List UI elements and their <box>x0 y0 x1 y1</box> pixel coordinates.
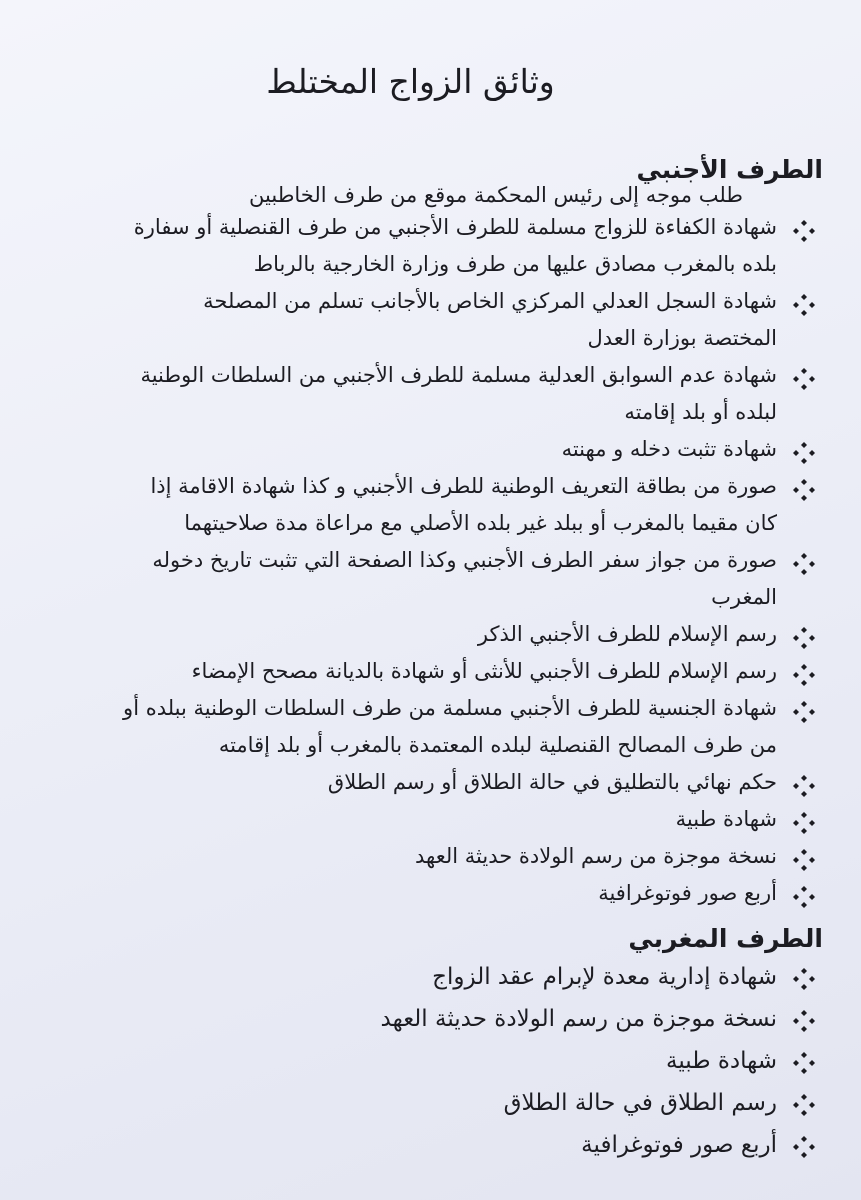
list-item-text: شهادة إدارية معدة لإبرام عقد الزواج <box>432 964 777 990</box>
list-item-text: شهادة طبية <box>665 1048 777 1074</box>
foreign-party-list <box>18 209 823 912</box>
diamond-bullet-icon <box>793 968 815 990</box>
list-item-text: شهادة الجنسية للطرف الأجنبي مسلمة من طرف السلطات الوطنية ببلده أو <box>123 696 777 720</box>
foreign-party-heading: الطرف الأجنبي <box>636 155 823 184</box>
list-item <box>18 468 823 542</box>
list-item-text: شهادة طبية <box>675 807 777 831</box>
list-item <box>18 1082 823 1124</box>
diamond-bullet-icon <box>793 1010 815 1032</box>
moroccan-party-section <box>18 922 823 1166</box>
diamond-bullet-icon <box>793 553 815 575</box>
diamond-bullet-icon <box>793 479 815 501</box>
diamond-bullet-icon <box>793 627 815 649</box>
list-item-text: شهادة السجل العدلي المركزي الخاص بالأجانب تسلم من المصلحة <box>203 289 777 313</box>
diamond-bullet-icon <box>793 812 815 834</box>
list-item-continuation: المختصة بوزارة العدل <box>587 326 777 350</box>
list-item-text: رسم الإسلام للطرف الأجنبي للأنثى أو شهادة بالديانة مصحح الإمضاء <box>191 659 777 683</box>
diamond-bullet-icon <box>793 1052 815 1074</box>
list-item <box>18 653 823 690</box>
page-title: وثائق الزواج المختلط <box>266 62 555 101</box>
list-item-text: صورة من بطاقة التعريف الوطنية للطرف الأجنبي و كذا شهادة الاقامة إذا <box>150 474 777 498</box>
list-item-text: رسم الإسلام للطرف الأجنبي الذكر <box>477 622 777 646</box>
list-item <box>18 209 823 283</box>
list-item-text: أربع صور فوتوغرافية <box>581 1132 777 1158</box>
list-item <box>18 616 823 653</box>
list-item-text: رسم الطلاق في حالة الطلاق <box>503 1090 777 1116</box>
list-item <box>18 1040 823 1082</box>
diamond-bullet-icon <box>793 1136 815 1158</box>
list-item-text: أربع صور فوتوغرافية <box>598 881 777 905</box>
list-item-continuation: من طرف المصالح القنصلية لبلده المعتمدة بالمغرب أو بلد إقامته <box>218 733 777 757</box>
list-item <box>18 956 823 998</box>
foreign-party-subheading: طلب موجه إلى رئيس المحكمة موقع من طرف الخاطبين <box>249 183 743 207</box>
list-item <box>18 542 823 616</box>
list-item <box>18 357 823 431</box>
list-item-text: نسخة موجزة من رسم الولادة حديثة العهد <box>380 1006 777 1032</box>
list-item-text: شهادة الكفاءة للزواج مسلمة للطرف الأجنبي من طرف القنصلية أو سفارة <box>133 215 777 239</box>
diamond-bullet-icon <box>793 775 815 797</box>
diamond-bullet-icon <box>793 1094 815 1116</box>
list-item-text: صورة من جواز سفر الطرف الأجنبي وكذا الصفحة التي تثبت تاريخ دخوله <box>152 548 777 572</box>
diamond-bullet-icon <box>793 664 815 686</box>
list-item <box>18 764 823 801</box>
list-item-text: نسخة موجزة من رسم الولادة حديثة العهد <box>415 844 777 868</box>
list-item <box>18 998 823 1040</box>
list-item <box>18 1124 823 1166</box>
list-item <box>18 801 823 838</box>
list-item <box>18 875 823 912</box>
foreign-party-section <box>18 153 823 912</box>
list-item <box>18 283 823 357</box>
list-item-continuation: لبلده أو بلد إقامته <box>624 400 777 424</box>
diamond-bullet-icon <box>793 220 815 242</box>
list-item <box>18 838 823 875</box>
diamond-bullet-icon <box>793 368 815 390</box>
list-item-continuation: المغرب <box>711 585 777 609</box>
list-item-text: حكم نهائي بالتطليق في حالة الطلاق أو رسم الطلاق <box>327 770 777 794</box>
moroccan-party-list <box>18 956 823 1166</box>
moroccan-party-heading: الطرف المغربي <box>628 924 823 953</box>
diamond-bullet-icon <box>793 849 815 871</box>
diamond-bullet-icon <box>793 886 815 908</box>
list-item <box>18 690 823 764</box>
list-item-continuation: كان مقيما بالمغرب أو ببلد غير بلده الأصلي مع مراعاة مدة صلاحيتهما <box>184 511 777 535</box>
diamond-bullet-icon <box>793 442 815 464</box>
list-item <box>18 431 823 468</box>
diamond-bullet-icon <box>793 701 815 723</box>
list-item-text: شهادة تثبت دخله و مهنته <box>561 437 777 461</box>
list-item-continuation: بلده بالمغرب مصادق عليها من طرف وزارة الخارجية بالرباط <box>253 252 777 276</box>
diamond-bullet-icon <box>793 294 815 316</box>
list-item-text: شهادة عدم السوابق العدلية مسلمة للطرف الأجنبي من السلطات الوطنية <box>140 363 777 387</box>
